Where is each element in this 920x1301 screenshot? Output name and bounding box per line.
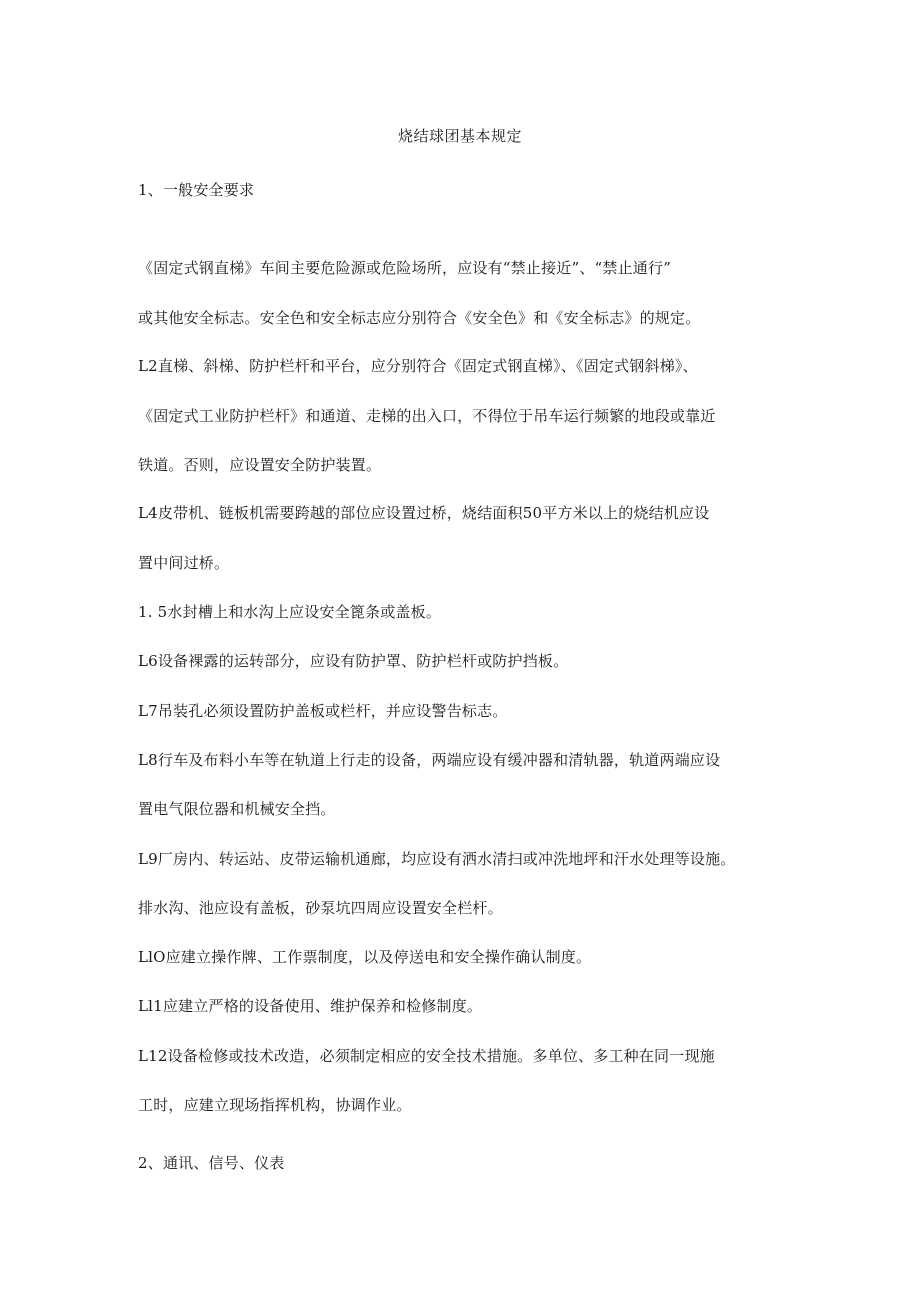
- paragraph-line: L12设备检修或技术改造，必须制定相应的安全技术措施。多单位、多工种在同一现施: [138, 1047, 715, 1065]
- paragraph-line: 置电气限位器和机械安全挡。: [138, 800, 336, 818]
- paragraph-line: 排水沟、池应设有盖板，砂泵坑四周应设置安全栏杆。: [138, 899, 503, 917]
- paragraph-line: 1. 5水封槽上和水沟上应设安全篦条或盖板。: [138, 603, 442, 621]
- paragraph-line: L9厂房内、转运站、皮带运输机通廊，均应设有洒水清扫或冲洗地坪和汗水处理等设施。: [138, 850, 736, 868]
- paragraph-line: 铁道。否则，应设置安全防护装置。: [138, 456, 382, 474]
- paragraph-line: 工时，应建立现场指挥机构，协调作业。: [138, 1096, 412, 1114]
- paragraph-line: 《固定式钢直梯》车间主要危险源或危险场所，应设有“禁止接近”、“禁止通行”: [138, 259, 672, 277]
- section-heading-1: 1、一般安全要求: [138, 181, 255, 199]
- paragraph-line: 《固定式工业防护栏杆》和通道、走梯的出入口，不得位于吊车运行频繁的地段或靠近: [138, 407, 716, 425]
- paragraph-line: L4皮带机、链板机需要跨越的部位应设置过桥，烧结面积50平方米以上的烧结机应设: [138, 504, 710, 522]
- document-title: 烧结球团基本规定: [397, 127, 522, 145]
- paragraph-line: L2直梯、斜梯、防护栏杆和平台，应分别符合《固定式钢直梯》、《固定式钢斜梯》、: [138, 357, 698, 375]
- paragraph-line: Ll1应建立严格的设备使用、维护保养和检修制度。: [138, 997, 483, 1015]
- paragraph-line: L7吊装孔必须设置防护盖板或栏杆，并应设警告标志。: [138, 702, 508, 720]
- paragraph-line: 或其他安全标志。安全色和安全标志应分别符合《安全色》和《安全标志》的规定。: [138, 309, 701, 327]
- section-heading-2: 2、通讯、信号、仪表: [138, 1154, 285, 1172]
- paragraph-line: LlO应建立操作牌、工作票制度，以及停送电和安全操作确认制度。: [138, 948, 592, 966]
- paragraph-line: 置中间过桥。: [138, 554, 230, 572]
- paragraph-line: L8行车及布料小车等在轨道上行走的设备，两端应设有缓冲器和清轨器，轨道两端应设: [138, 751, 721, 769]
- paragraph-line: L6设备裸露的运转部分，应设有防护罩、防护栏杆或防护挡板。: [138, 652, 569, 670]
